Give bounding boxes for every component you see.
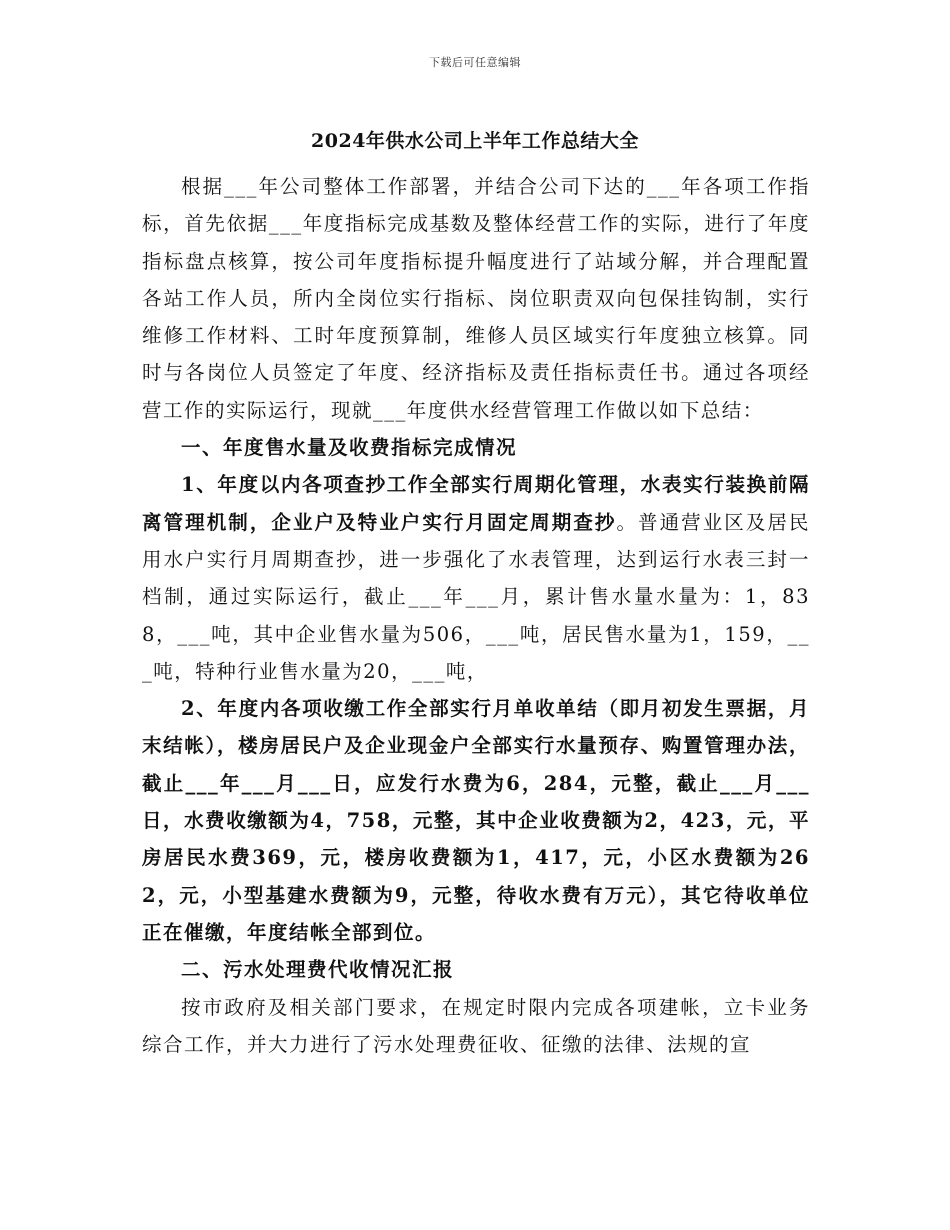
page-header-watermark: 下载后可任意编辑 (429, 56, 521, 69)
section1-item1-bold-text: 1、年度以内各项查抄工作全部实行周期化管理，水表实行装换前隔离管理机制，企业户及特业户实行月固定周期查抄 (142, 473, 810, 534)
section1-item1-paragraph (142, 466, 810, 690)
section2-paragraph: 按市政府及相关部门要求，在规定时限内完成各项建帐，立卡业务综合工作，并大力进行了污水处理费征收、征缴的法律、法规的宣 (142, 995, 810, 1056)
section2-heading: 二、污水处理费代收情况汇报 (181, 958, 455, 982)
page-title: 2024年供水公司上半年工作总结大全 (311, 130, 639, 152)
section1-item2-paragraph: 2、年度内各项收缴工作全部实行月单收单结（即月初发生票据，月末结帐），楼房居民户及企业现金户全部实行水量预存、购置管理办法，截止___年___月___日，应发行水费为6，284，元整，截止___月___日，水费收缴额为4，758，元整，其中企业收费额为2，423，元，平房居民水费369，元，楼房收费额为1，417，元，小区水费额为262，元，小型基建水费额为9，元整，待收水费有万元），其它待收单位正在催缴，年度结帐全部到位。 (142, 697, 810, 944)
document-body (142, 168, 810, 1063)
section1-item1-text: 。普通营业区及居民用水户实行月周期查抄，进一步强化了水表管理，达到运行水表三封一档制，通过实际运行，截止___年___月，累计售水量水量为：1，838，___吨，其中企业售水量为506，___吨，居民售水量为1，159，___吨，特种行业售水量为20，___吨， (142, 510, 810, 683)
section1-heading: 一、年度售水量及收费指标完成情况 (181, 436, 518, 460)
intro-paragraph: 根据___年公司整体工作部署，并结合公司下达的___年各项工作指标，首先依据___年度指标完成基数及整体经营工作的实际，进行了年度指标盘点核算，按公司年度指标提升幅度进行了站域分解，并合理配置各站工作人员，所内全岗位实行指标、岗位职责双向包保挂钩制，实行维修工作材料、工时年度预算制，维修人员区域实行年度独立核算。同时与各岗位人员签定了年度、经济指标及责任指标责任书。通过各项经营工作的实际运行，现就___年度供水经营管理工作做以如下总结： (142, 175, 810, 422)
